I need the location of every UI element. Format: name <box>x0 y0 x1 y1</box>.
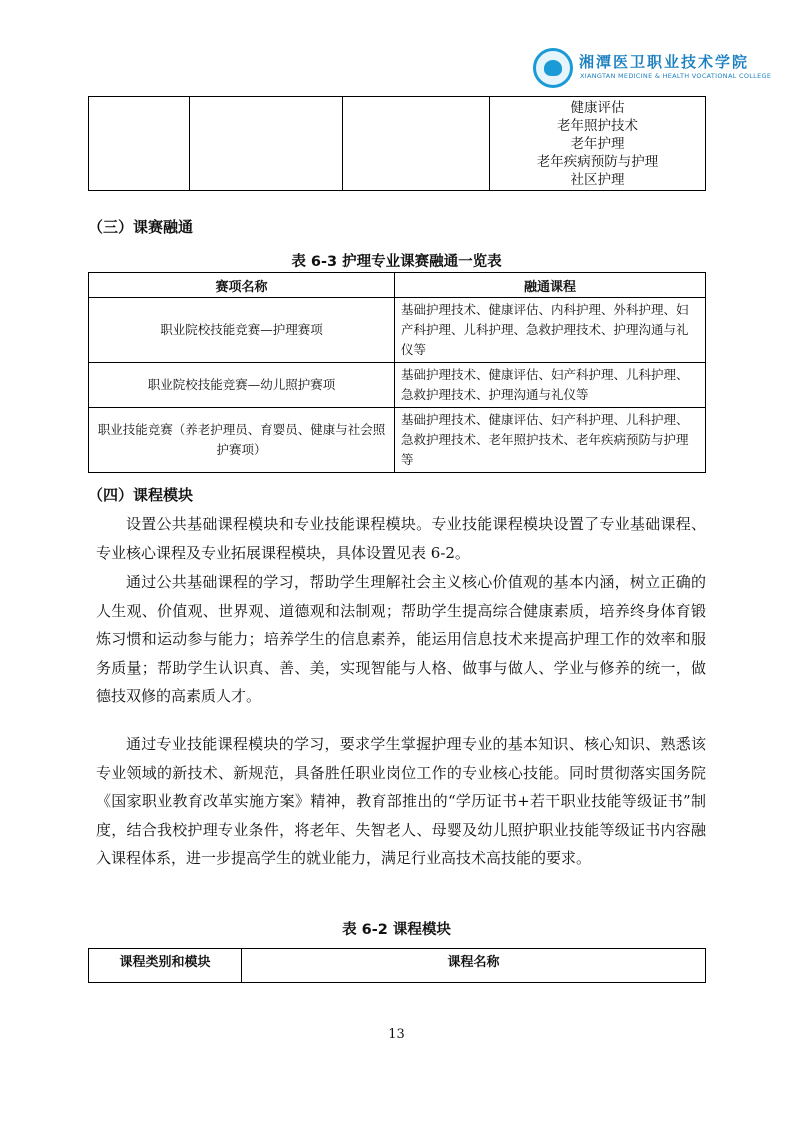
competition-name: 职业技能竞赛（养老护理员、育婴员、健康与社会照护赛项） <box>89 408 395 473</box>
section-heading-3: （三）课赛融通 <box>88 218 194 236</box>
related-courses: 基础护理技术、健康评估、妇产科护理、儿科护理、急救护理技术、护理沟通与礼仪等 <box>395 363 706 408</box>
logo-chinese-name: 湘潭医卫职业技术学院 <box>579 53 750 71</box>
college-logo <box>533 48 772 96</box>
list-item: 老年护理 <box>570 136 625 152</box>
table-row <box>89 298 706 363</box>
list-item: 社区护理 <box>570 172 625 188</box>
column-header: 赛项名称 <box>89 273 395 298</box>
related-courses: 基础护理技术、健康评估、妇产科护理、儿科护理、急救护理技术、老年照护技术、老年疾病预防与护理等 <box>395 408 706 473</box>
competition-name: 职业院校技能竞赛—护理赛项 <box>89 298 395 363</box>
college-emblem-icon <box>533 48 573 88</box>
table-6-2-caption: 表 6-2 课程模块 <box>342 922 451 938</box>
table-6-2 <box>88 948 706 983</box>
table-row <box>89 408 706 473</box>
table-6-3 <box>88 272 706 473</box>
table-header-row <box>89 273 706 298</box>
competition-name: 职业院校技能竞赛—幼儿照护赛项 <box>89 363 395 408</box>
empty-cell <box>89 97 190 191</box>
page-number: 13 <box>388 1027 405 1042</box>
related-courses: 基础护理技术、健康评估、内科护理、外科护理、妇产科护理、儿科护理、急救护理技术、护理沟通与礼仪等 <box>395 298 706 363</box>
empty-cell <box>190 97 343 191</box>
list-item: 健康评估 <box>570 100 625 116</box>
continued-course-table <box>88 96 706 191</box>
section-heading-4: （四）课程模块 <box>88 486 194 504</box>
table-row <box>89 97 706 191</box>
table-header-row <box>89 949 706 983</box>
column-header: 课程类别和模块 <box>89 949 242 983</box>
table-6-3-caption: 表 6-3 护理专业课赛融通一览表 <box>291 254 502 270</box>
paragraph-3: 通过专业技能课程模块的学习，要求学生掌握护理专业的基本知识、核心知识、熟悉该专业领域的新技术、新规范，具备胜任职业岗位工作的专业核心技能。同时贯彻落实国务院《国家职业教育改革实施方案》精神，教育部推出的“学历证书+若干职业技能等级证书”制度，结合我校护理专业条件，将老年、失智老人、母婴及幼儿照护职业技能等级证书内容融入课程体系，进一步提高学生的就业能力，满足行业高技术高技能的要求。 <box>96 735 706 868</box>
course-list-cell <box>490 97 706 191</box>
list-item: 老年照护技术 <box>557 118 638 134</box>
empty-cell <box>343 97 490 191</box>
paragraph-2: 通过公共基础课程的学习，帮助学生理解社会主义核心价值观的基本内涵，树立正确的人生观、价值观、世界观、道德观和法制观；帮助学生提高综合健康素质，培养终身体育锻炼习惯和运动参与能力；培养学生的信息素养，能运用信息技术来提高护理工作的效率和服务质量；帮助学生认识真、善、美，实现智能与人格、做事与做人、学业与修养的统一，做德技双修的高素质人才。 <box>96 573 706 706</box>
column-header: 课程名称 <box>242 949 706 983</box>
list-item: 老年疾病预防与护理 <box>536 154 659 170</box>
table-row <box>89 363 706 408</box>
column-header: 融通课程 <box>395 273 706 298</box>
logo-english-name: XIANGTAN MEDICINE & HEALTH VOCATIONAL COLLEGE <box>580 72 772 80</box>
paragraph-1: 设置公共基础课程模块和专业技能课程模块。专业技能课程模块设置了专业基础课程、专业核心课程及专业拓展课程模块，具体设置见表 6-2。 <box>96 515 706 562</box>
